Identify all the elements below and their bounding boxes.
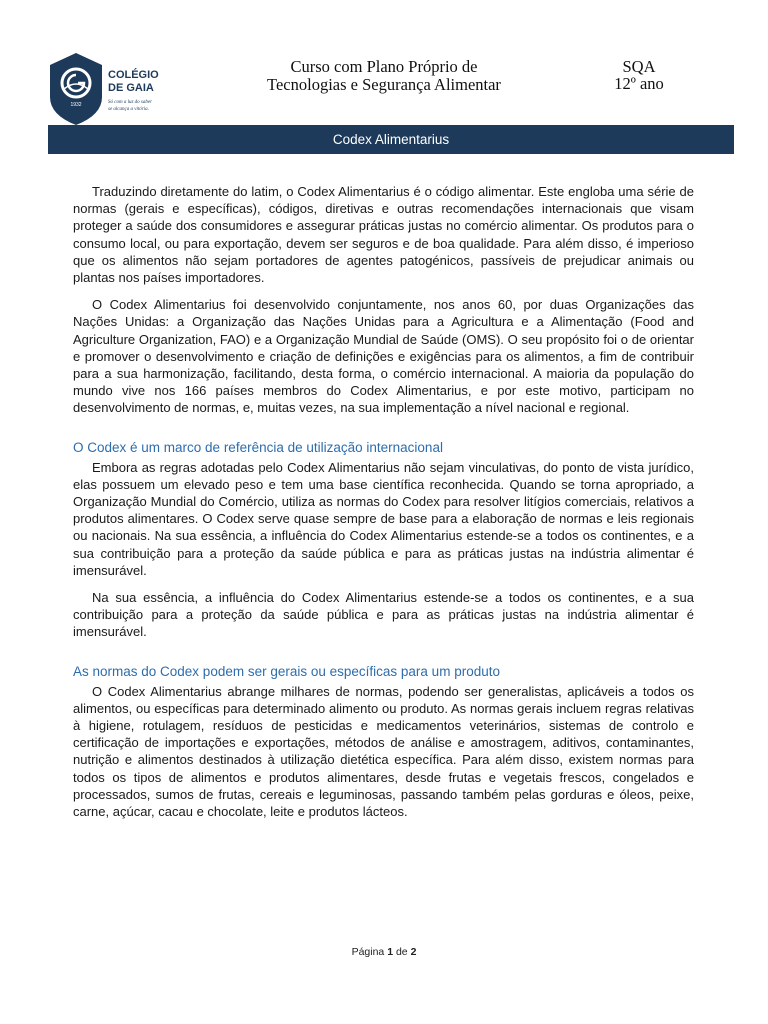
paragraph: O Codex Alimentarius abrange milhares de normas, podendo ser generalistas, aplicáveis a todos os alimentos, ou específicas para determinado alimento ou produto. As normas gerais incluem regras relativas à higiene, rotulagem, resíduos de pesticidas e medicamentos veterinários, sistemas de controlo e certificação de importações e exportações, métodos de análise e amostragem, aditivos, contaminantes, nutrição e alimentos destinados à utilização dietética específica. Para além disso, existem normas para todos os tipos de alimentos e produtos alimentares, desde frutas e vegetais frescos, congelados e processados, sumos de frutas, cereais e leguminosas, passando também pelas gorduras e óleos, peixe, carne, açúcar, cacau e chocolate, leite e produtos lácteos.	[73, 683, 694, 820]
logo-name: COLÉGIO	[108, 69, 159, 81]
paragraph: Traduzindo diretamente do latim, o Codex Alimentarius é o código alimentar. Este engloba uma série de normas (gerais e específicas), códigos, diretivas e outras recomendações internacionais que visam proteger a saúde dos consumidores e assegurar práticas justas no comércio alimentar. Os produtos para o consumo local, ou para exportação, devem ser seguros e de boa qualidade. Para além disso, é imperioso que os alimentos não sejam portadores de agentes patogénicos, passíveis de prejudicar animais ou plantas nos países importadores.	[73, 184, 694, 286]
logo-name-2: DE GAIA	[108, 82, 154, 94]
document-body	[73, 183, 694, 830]
subject-code: SQA	[622, 57, 656, 76]
logo-motto: Só com a luz do saber	[108, 100, 153, 105]
section-heading: As normas do Codex podem ser gerais ou específicas para um produto	[73, 663, 500, 679]
course-title-line1: Curso com Plano Próprio de	[290, 57, 478, 76]
logo-year: 1932	[70, 102, 82, 108]
page-label: Página	[351, 946, 385, 958]
current-page: 1	[387, 946, 394, 958]
paragraph: Embora as regras adotadas pelo Codex Alimentarius não sejam vinculativas, do ponto de vista jurídico, elas possuem um elevado peso e tem uma base científica reconhecida. Quando se torna apropriado, a Organização Mundial do Comércio, utiliza as normas do Codex para resolver litígios comerciais, relativos a produtos alimentares. O Codex serve quase sempre de base para a elaboração de normas e leis regionais ou nacionais. Na sua essência, a influência do Codex Alimentarius estende-se a todos os continentes, e a sua contribuição para a proteção da saúde pública e para as práticas justas na indústria alimentar é imensurável.	[73, 459, 694, 578]
paragraph: O Codex Alimentarius foi desenvolvido conjuntamente, nos anos 60, por duas Organizações das Nações Unidas: a Organização das Nações Unidas para a Agricultura e a Alimentação (Food and Agriculture Organization, FAO) e a Organização Mundial de Saúde (OMS). O seu propósito foi o de orientar e promover o desenvolvimento e criação de definições e exigências para os alimentos, a fim de contribuir para a sua harmonização, facilitando, desta forma, o comércio internacional. A maioria da população do mundo vive nos 166 países membros do Codex Alimentarius, e por este motivo, participam no desenvolvimento de normas, e, muitas vezes, na sua implementação a nível nacional e regional.	[73, 297, 694, 416]
paragraph: Na sua essência, a influência do Codex Alimentarius estende-se a todos os continentes, e a sua contribuição para a proteção da saúde pública e para as práticas justas na indústria alimentar é imensurável.	[73, 590, 694, 640]
school-logo	[48, 53, 182, 125]
subject-grade	[594, 58, 684, 92]
total-pages: 2	[410, 946, 417, 958]
school-year: 12º ano	[614, 74, 664, 93]
section-heading: O Codex é um marco de referência de utilização internacional	[73, 439, 443, 455]
page-header	[0, 0, 768, 125]
course-title-line2: Tecnologias e Segurança Alimentar	[267, 75, 501, 94]
svg-text:se alcança a vitória.: se alcança a vitória.	[108, 107, 149, 112]
page-number	[0, 946, 768, 958]
of-label: de	[395, 946, 408, 958]
title-banner: Codex Alimentarius	[48, 125, 734, 154]
course-title	[224, 58, 544, 94]
